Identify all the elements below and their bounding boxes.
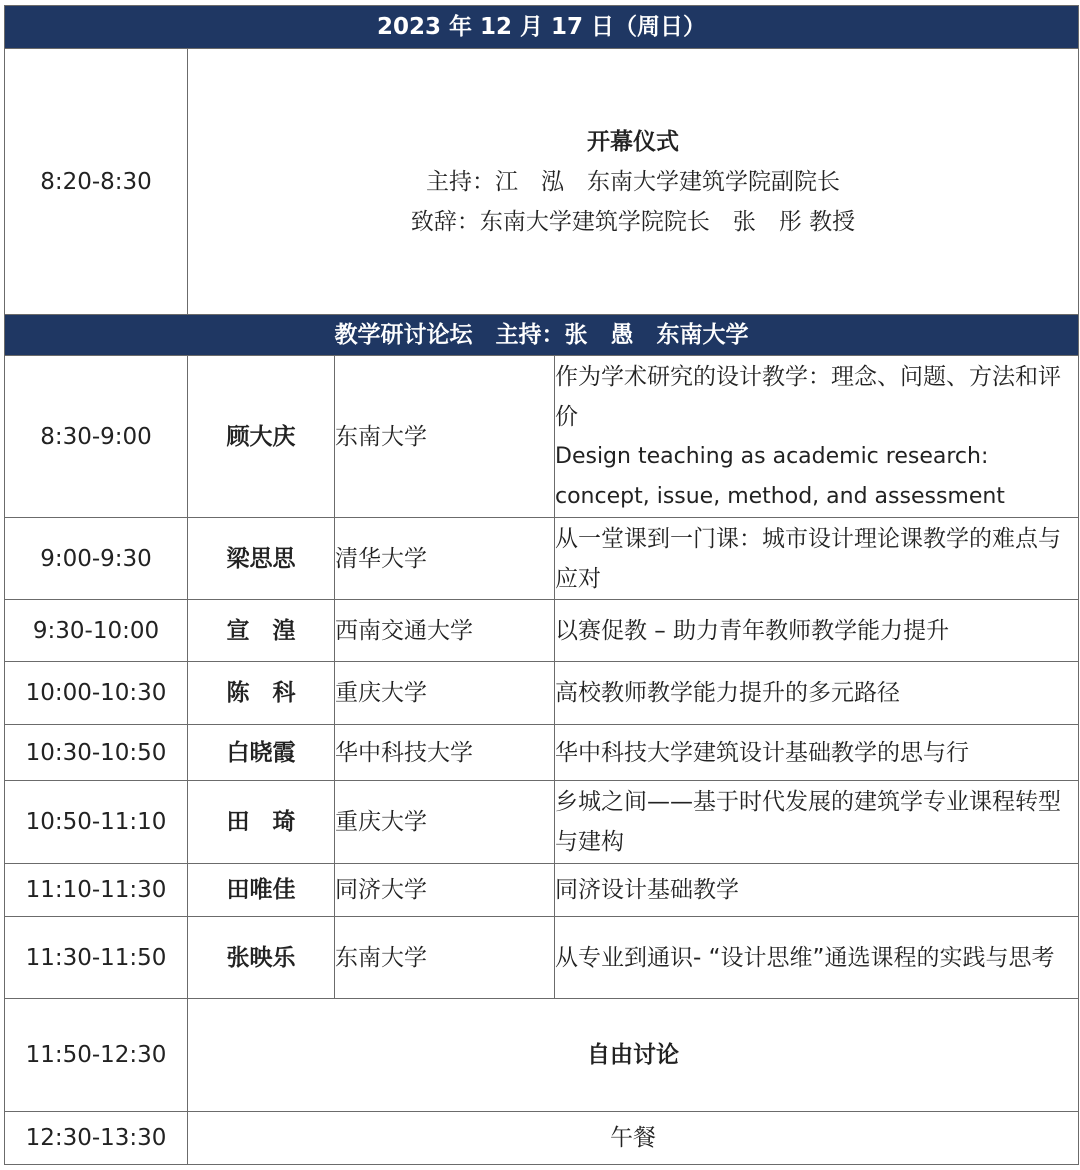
speaker-name: 张映乐 <box>188 917 335 999</box>
talk-topic: 乡城之间——基于时代发展的建筑学专业课程转型与建构 <box>555 781 1079 864</box>
discussion-time: 11:50-12:30 <box>5 999 188 1112</box>
talk-topic: 从专业到通识- “设计思维”通选课程的实践与思考 <box>555 917 1079 999</box>
talk-time: 11:30-11:50 <box>5 917 188 999</box>
opening-row <box>5 49 1079 315</box>
opening-title: 开幕仪式 <box>587 128 679 155</box>
table-row <box>5 356 1079 518</box>
speaker-name: 田 琦 <box>188 781 335 864</box>
talk-topic: 同济设计基础教学 <box>555 864 1079 917</box>
speaker-name: 田唯佳 <box>188 864 335 917</box>
forum-header-row <box>5 315 1079 356</box>
table-row <box>5 518 1079 600</box>
speaker-institution: 重庆大学 <box>335 662 555 725</box>
opening-cell <box>188 49 1079 315</box>
table-row <box>5 781 1079 864</box>
talk-time: 10:30-10:50 <box>5 725 188 781</box>
forum-header: 教学研讨论坛 主持：张 愚 东南大学 <box>5 315 1079 356</box>
speaker-name: 宣 湟 <box>188 600 335 662</box>
opening-host: 主持：江 泓 东南大学建筑学院副院长 <box>426 168 840 195</box>
date-header-row <box>5 6 1079 49</box>
schedule-table <box>4 5 1079 1165</box>
speaker-name: 陈 科 <box>188 662 335 725</box>
opening-speech: 致辞：东南大学建筑学院院长 张 彤 教授 <box>410 208 856 235</box>
speaker-institution: 清华大学 <box>335 518 555 600</box>
talk-time: 8:30-9:00 <box>5 356 188 518</box>
talk-topic: 从一堂课到一门课：城市设计理论课教学的难点与应对 <box>555 518 1079 600</box>
date-header: 2023 年 12 月 17 日（周日） <box>5 6 1079 49</box>
table-row <box>5 600 1079 662</box>
speaker-name: 梁思思 <box>188 518 335 600</box>
lunch-row <box>5 1112 1079 1165</box>
opening-time: 8:20-8:30 <box>5 49 188 315</box>
talk-topic: 以赛促教 – 助力青年教师教学能力提升 <box>555 600 1079 662</box>
table-row <box>5 662 1079 725</box>
talk-time: 9:30-10:00 <box>5 600 188 662</box>
table-row <box>5 917 1079 999</box>
talk-time: 10:00-10:30 <box>5 662 188 725</box>
speaker-institution: 东南大学 <box>335 356 555 518</box>
table-row <box>5 864 1079 917</box>
speaker-institution: 重庆大学 <box>335 781 555 864</box>
lunch-label: 午餐 <box>188 1112 1079 1165</box>
lunch-time: 12:30-13:30 <box>5 1112 188 1165</box>
discussion-row <box>5 999 1079 1112</box>
speaker-institution: 东南大学 <box>335 917 555 999</box>
speaker-name: 白晓霞 <box>188 725 335 781</box>
talk-time: 10:50-11:10 <box>5 781 188 864</box>
talk-topic: 高校教师教学能力提升的多元路径 <box>555 662 1079 725</box>
talk-topic: 华中科技大学建筑设计基础教学的思与行 <box>555 725 1079 781</box>
talk-time: 11:10-11:30 <box>5 864 188 917</box>
speaker-institution: 西南交通大学 <box>335 600 555 662</box>
speaker-institution: 同济大学 <box>335 864 555 917</box>
table-row <box>5 725 1079 781</box>
speaker-institution: 华中科技大学 <box>335 725 555 781</box>
talk-topic-english: Design teaching as academic research: concept, issue, method, and assessment <box>555 443 1005 509</box>
speaker-name: 顾大庆 <box>188 356 335 518</box>
discussion-label: 自由讨论 <box>188 999 1079 1112</box>
talk-topic: 作为学术研究的设计教学：理念、问题、方法和评价 <box>555 363 1061 430</box>
talk-time: 9:00-9:30 <box>5 518 188 600</box>
talk-topic-cell <box>555 356 1079 518</box>
